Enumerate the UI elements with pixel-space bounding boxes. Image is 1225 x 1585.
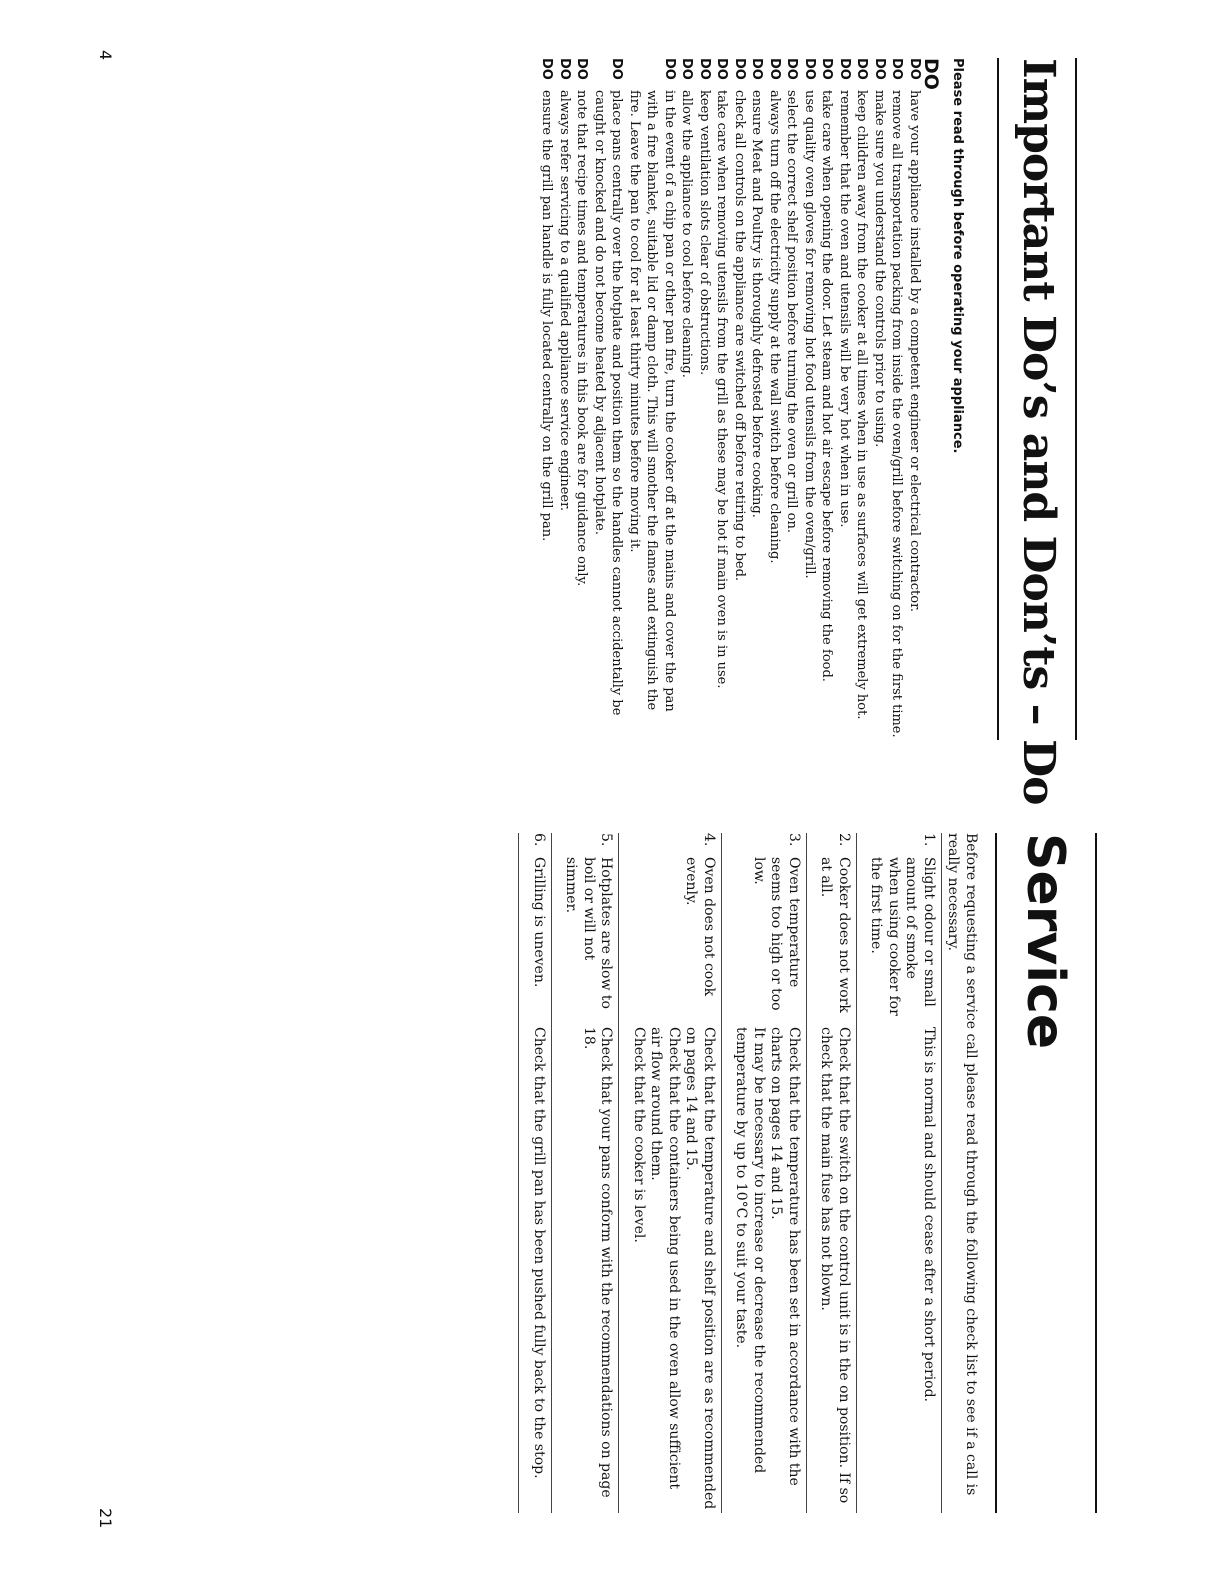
do-keyword: DO: [557, 58, 572, 80]
do-keyword: DO: [819, 58, 835, 80]
intro-note: Please read through before operating your appliance.: [950, 58, 965, 454]
fault-row: [552, 833, 620, 1513]
fault-number: 1.: [921, 833, 937, 847]
do-keyword: DO: [697, 58, 712, 80]
do-keyword: DO: [802, 58, 817, 80]
do-keyword: DO: [889, 58, 905, 80]
do-keyword: DO: [539, 58, 555, 80]
do-item: [871, 58, 889, 740]
remedy-line: Check that your pans conform with the recommendations on page 18.: [581, 1027, 615, 1498]
fault-remedy: [867, 1027, 937, 1513]
do-item: [678, 58, 696, 740]
page-number-left: 4: [96, 50, 115, 61]
do-item: [801, 58, 819, 740]
do-keyword: DO: [732, 58, 747, 80]
service-page: [0, 833, 1225, 1513]
do-keyword: DO: [679, 58, 695, 80]
title-rule-top: [1075, 58, 1077, 740]
do-item: [556, 58, 574, 740]
do-keyword: DO: [767, 58, 782, 80]
do-item: [713, 58, 731, 740]
intro-paragraph: Before requesting a service call please read through the following check list to see if a call is really necessary.: [945, 833, 979, 1496]
fault-remedy: [732, 1027, 802, 1513]
remedy-line: Check that the temperature and shelf position are as recommended on pages 14 and 15.: [683, 1027, 717, 1510]
do-item: [731, 58, 749, 740]
fault-remedy: [817, 1027, 852, 1513]
remedy-line: Check that the containers being used in the oven allow sufficient air flow around them.: [648, 1027, 682, 1490]
do-item-text: in the event of a chip pan or other pan fire, turn the cooker off at the mains and cover the pan with a fire blanket, suitable lid or damp cloth. This will smother the flames and extinguish the fire. Leave the pan to cool for at least thirty minutes before moving it.: [627, 90, 677, 712]
fault-number: 3.: [786, 833, 802, 847]
remedy-line: Check that the cooker is level.: [631, 1027, 647, 1243]
do-item-text: ensure the grill pan handle is fully located centrally on the grill pan.: [539, 90, 555, 542]
remedy-line: It may be necessary to increase or decrease the recommended temperature by up to 10°C to suit your taste.: [733, 1027, 767, 1474]
fault-problem: Oven does not cook evenly.: [683, 857, 717, 997]
do-list: [538, 58, 923, 740]
do-item: [888, 58, 906, 740]
title-rule-top: [1095, 833, 1097, 1513]
page-title: Important Do’s and Don’ts – Do: [1013, 58, 1064, 805]
do-keyword: DO: [574, 58, 590, 80]
do-item-text: always turn off the electricity supply at the wall switch before cleaning.: [767, 90, 782, 564]
do-item: [626, 58, 679, 740]
fault-checklist: [519, 833, 943, 1513]
do-item-text: use quality oven gloves for removing hot food utensils from the oven/grill.: [802, 90, 817, 579]
fault-remedy: [630, 1027, 718, 1513]
do-item-text: keep ventilation slots clear of obstructions.: [697, 90, 712, 376]
do-keyword: DO: [907, 58, 922, 80]
do-keyword: DO: [784, 58, 800, 80]
do-item: [573, 58, 591, 740]
do-item: [696, 58, 714, 740]
do-item-text: make sure you understand the controls prior to using.: [872, 90, 887, 448]
fault-problem: Cooker does not work at all.: [818, 857, 852, 1013]
do-item-text: note that recipe times and temperatures in this book are for guidance only.: [574, 90, 590, 587]
title-rule-bottom: [995, 833, 997, 1513]
do-keyword: DO: [609, 58, 625, 80]
do-keyword: DO: [872, 58, 887, 80]
fault-number: 5.: [598, 833, 615, 847]
do-item: [538, 58, 556, 740]
do-item-text: check all controls on the appliance are switched off before retiring to bed.: [732, 90, 747, 582]
page-number-right: 21: [96, 1508, 115, 1529]
remedy-line: Check that the temperature has been set in accordance with the charts on pages 14 and 15.: [768, 1027, 802, 1486]
fault-row: [807, 833, 857, 1513]
do-item-text: keep children away from the cooker at all times when in use as surfaces will get extremely hot.: [854, 90, 870, 720]
fault-row: [722, 833, 807, 1513]
fault-row: [520, 833, 553, 1513]
do-keyword: DO: [837, 58, 852, 80]
do-item-text: ensure Meat and Poultry is thoroughly defrosted before cooking.: [749, 90, 765, 518]
do-item: [853, 58, 871, 740]
do-item-text: remove all transportation packing from inside the oven/grill before switching on for the first time.: [889, 90, 905, 738]
do-item: [748, 58, 766, 740]
do-item-text: take care when removing utensils from the grill as these may be hot if main oven is in use.: [714, 90, 730, 689]
fault-problem: Hotplates are slow to boil or will not simmer.: [563, 857, 615, 1009]
do-item: [906, 58, 924, 740]
fault-row: [620, 833, 723, 1513]
section-heading: DO: [920, 58, 942, 90]
remedy-line: This is normal and should cease after a short period.: [921, 1027, 937, 1403]
do-item: [766, 58, 784, 740]
do-item-text: remember that the oven and utensils will be very hot when in use.: [837, 90, 852, 528]
do-item-text: allow the appliance to cool before cleaning.: [679, 90, 695, 378]
fault-remedy: [530, 1027, 548, 1513]
page-title: Service: [1015, 833, 1075, 1050]
do-keyword: DO: [749, 58, 765, 80]
fault-problem: Slight odour or small amount of smoke when using cooker for the first time.: [868, 857, 937, 1016]
fault-remedy: [562, 1027, 615, 1513]
do-keyword: DO: [714, 58, 730, 80]
do-item: [818, 58, 836, 740]
do-item-text: place pans centrally over the hotplate and position them so the handles cannot accidentally be caught or knocked and do not become heated by adjacent hotplate.: [592, 90, 625, 716]
title-rule-bottom: [997, 58, 999, 740]
do-keyword: DO: [662, 58, 677, 80]
fault-number: 6.: [531, 833, 547, 847]
do-item: [783, 58, 801, 740]
fault-row: [857, 833, 942, 1513]
remedy-line: Check that the grill pan has been pushed fully back to the stop.: [531, 1027, 547, 1479]
dos-and-donts-page: [0, 58, 1225, 805]
remedy-line: Check that the switch on the control unit is in the on position. If so check that the main fuse has not blown.: [818, 1027, 852, 1504]
do-keyword: DO: [854, 58, 870, 80]
do-item-text: take care when opening the door. Let steam and hot air escape before removing the food.: [819, 90, 835, 682]
fault-problem: Oven temperature seems too high or too low.: [751, 857, 802, 1011]
fault-problem: Grilling is uneven.: [531, 857, 547, 988]
do-item-text: have your appliance installed by a competent engineer or electrical contractor.: [907, 90, 922, 613]
do-item: [591, 58, 626, 740]
do-item-text: always refer servicing to a qualified appliance service engineer.: [557, 90, 572, 512]
fault-number: 2.: [836, 833, 852, 847]
do-item-text: select the correct shelf position before turning the oven or grill on.: [784, 90, 800, 533]
do-item: [836, 58, 854, 740]
fault-number: 4.: [701, 833, 717, 847]
